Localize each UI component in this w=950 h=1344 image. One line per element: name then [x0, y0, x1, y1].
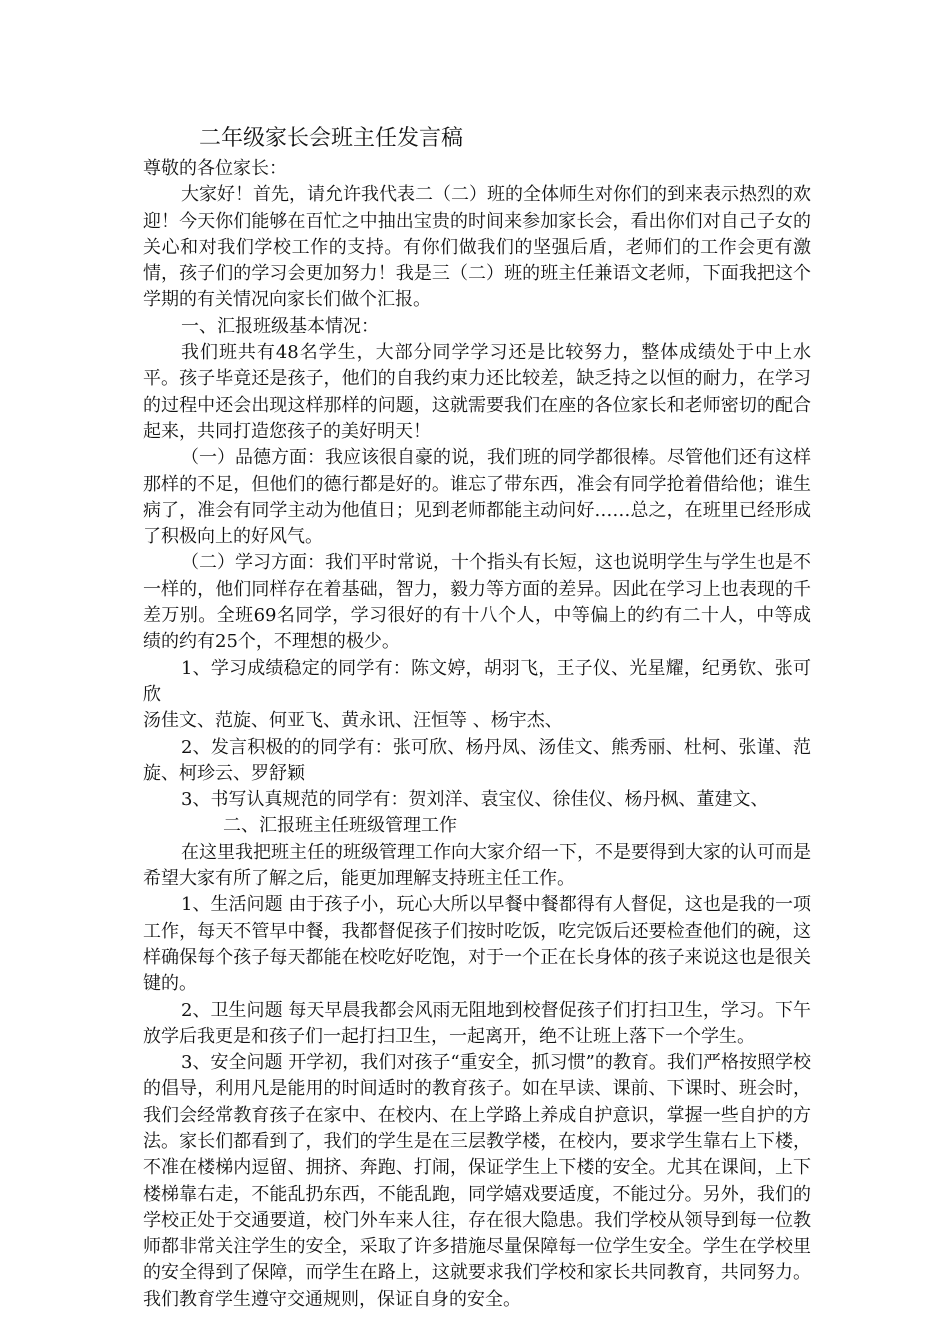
- paragraph-class-overview: 我们班共有48名学生，大部分同学学习还是比较努力，整体成绩处于中上水平。孩子毕竟还是孩子，他们的自我约束力还比较差，缺乏持之以恒的耐力，在学习的过程中还会出现这样那样的问题，这就需要我们在座的各位家长和老师密切的配合起来，共同打造您孩子的美好明天！: [143, 342, 811, 442]
- salutation: 尊敬的各位家长：: [143, 158, 287, 179]
- list-item-active-speakers: 2、发言积极的的同学有：张可欣、杨丹凤、汤佳文、熊秀丽、杜柯、张谨、范旋、柯珍云、罗舒颖: [143, 736, 811, 784]
- paragraph-management-intro: 在这里我把班主任的班级管理工作向大家介绍一下，不是要得到大家的认可而是希望大家有所了解之后，能更加理解支持班主任工作。: [143, 841, 811, 890]
- paragraph-hygiene-issues: 2、卫生问题 每天早晨我都会风雨无阻地到校督促孩子们打扫卫生，学习。下午放学后我更是和孩子们一起打扫卫生，一起离开，绝不让班上落下一个学生。: [143, 999, 811, 1047]
- section-heading-management: 二、汇报班主任班级管理工作: [223, 815, 457, 837]
- list-item-neat-writing: 3、书写认真规范的同学有：贺刘洋、袁宝仪、徐佳仪、杨丹枫、董建文、: [181, 789, 769, 811]
- paragraph-safety-issues: 3、安全问题 开学初，我们对孩子“重安全，抓习惯”的教育。我们严格按照学校的倡导，利用凡是能用的时间适时的教育孩子。如在早读、课前、下课时、班会时，我们会经常教育孩子在家中、在校内、在上学路上养成自护意识，掌握一些自护的方法。家长们都看到了，我们的学生是在三层教学楼，在校内，要求学生靠右上下楼，不准在楼梯内逗留、拥挤、奔跑、打闹，保证学生上下楼的安全。尤其在课间，上下楼梯靠右走，不能乱扔东西，不能乱跑，同学嬉戏要适度，不能过分。另外，我们的学校正处于交通要道，校门外车来人往，存在很大隐患。我们学校从领导到每一位教师都非常关注学生的安全，采取了许多措施尽量保障每一位学生安全。学生在学校里的安全得到了保障，而学生在路上，这就要求我们学校和家长共同教育，共同努力。我们教育学生遵守交通规则，保证自身的安全。: [143, 1052, 811, 1310]
- list-item-stable-students: 1、学习成绩稳定的同学有：陈文婷，胡羽飞，王子仪、光星耀，纪勇钦、张可欣: [143, 657, 811, 705]
- section-heading-class-overview: 一、汇报班级基本情况：: [181, 315, 379, 337]
- paragraph-life-issues: 1、生活问题 由于孩子小，玩心大所以早餐中餐都得有人督促，这也是我的一项工作，每天不管早中餐，我都督促孩子们按时吃饭，吃完饭后还要检查他们的碗，这样确保每个孩子每天都能在校吃好吃饱，对于一个正在长身体的孩子来说这也是很关键的。: [143, 894, 811, 995]
- paragraph-opening: 大家好！首先，请允许我代表二（二）班的全体师生对你们的到来表示热烈的欢迎！今天你们能够在百忙之中抽出宝贵的时间来参加家长会，看出你们对自己子女的关心和对我们学校工作的支持。有你们做我们的坚强后盾，老师们的工作会更有激情，孩子们的学习会更加努力！我是三（二）班的班主任兼语文老师，下面我把这个学期的有关情况向家长们做个汇报。: [143, 184, 811, 311]
- paragraph-moral: （一）品德方面：我应该很自豪的说，我们班的同学都很棒。尽管他们还有这样那样的不足，但他们的德行都是好的。谁忘了带东西，准会有同学抢着借给他；谁生病了，准会有同学主动为他值日；见到老师都能主动问好……总之，在班里已经形成了积极向上的好风气。: [143, 447, 811, 548]
- document-page: [143, 122, 811, 1313]
- paragraph-study: （二）学习方面：我们平时常说，十个指头有长短，这也说明学生与学生也是不一样的，他们同样存在着基础，智力，毅力等方面的差异。因此在学习上也表现的千差万别。全班69名同学，学习很好的有十八个人，中等偏上的约有二十人，中等成绩的约有25个，不理想的极少。: [143, 552, 811, 653]
- document-title: 二年级家长会班主任发言稿: [199, 126, 464, 151]
- list-item-stable-students-continued: 汤佳文、范旋、何亚飞、黄永讯、汪恒等 、杨宇杰、: [143, 710, 563, 732]
